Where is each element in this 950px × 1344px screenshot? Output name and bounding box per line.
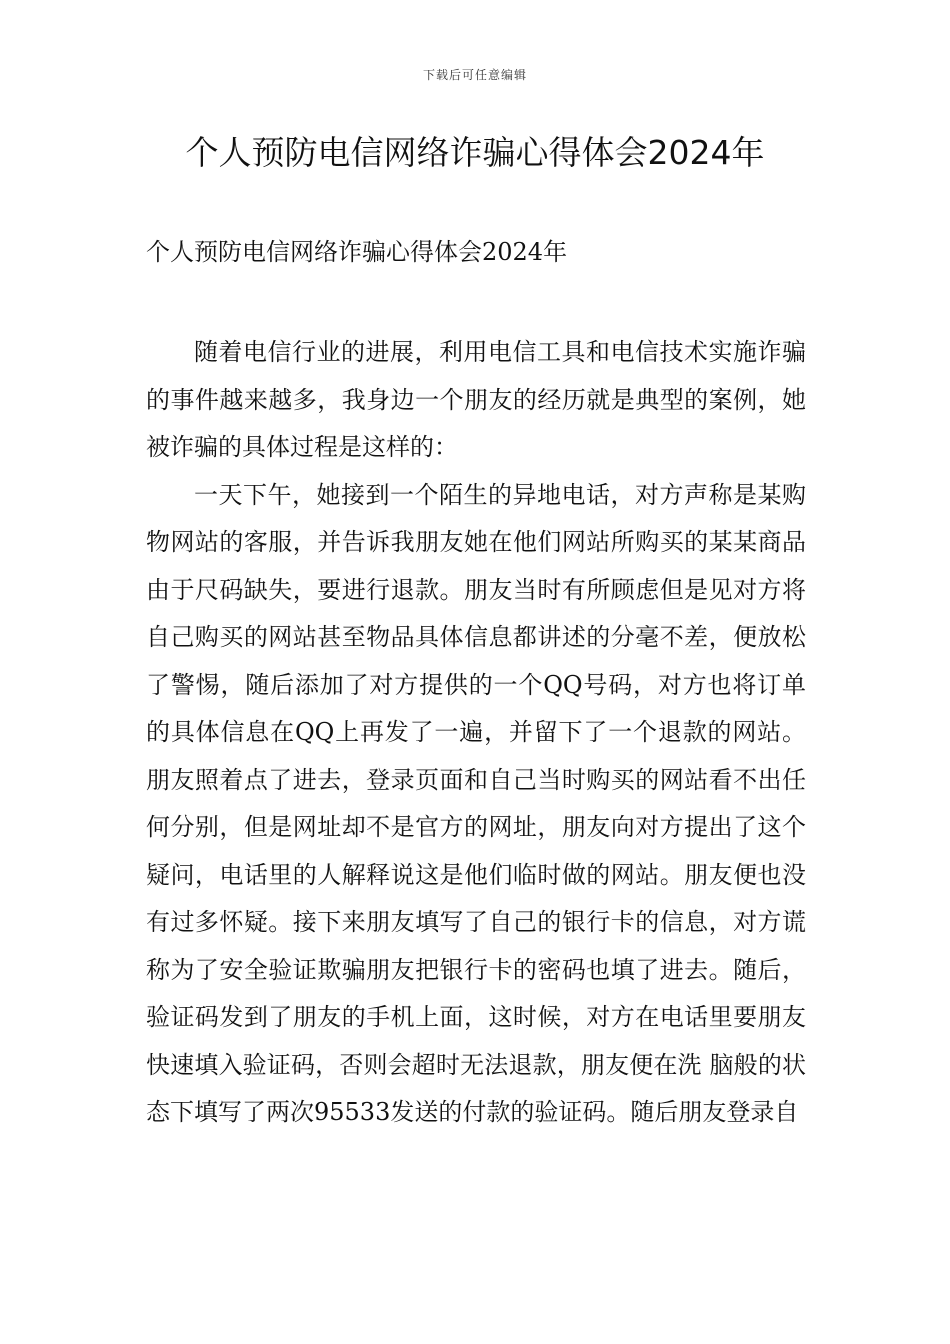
document-body bbox=[146, 329, 806, 1137]
paragraph-1: 随着电信行业的进展，利用电信工具和电信技术实施诈骗的事件越来越多，我身边一个朋友的经历就是典型的案例，她被诈骗的具体过程是这样的： bbox=[146, 338, 806, 461]
document-title: 个人预防电信网络诈骗心得体会2024年 bbox=[185, 133, 765, 172]
header-note: 下载后可任意编辑 bbox=[422, 68, 527, 82]
paragraph-2: 一天下午，她接到一个陌生的异地电话，对方声称是某购物网站的客服，并告诉我朋友她在他们网站所购买的某某商品由于尺码缺失，要进行退款。朋友当时有所顾虑但是见对方将自己购买的网站甚至物品具体信息都讲述的分毫不差，便放松了警惕，随后添加了对方提供的一个QQ号码，对方也将订单的具体信息在QQ上再发了一遍，并留下了一个退款的网站。朋友照着点了进去，登录页面和自己当时购买的网站看不出任何分别，但是网址却不是官方的网址，朋友向对方提出了这个疑问，电话里的人解释说这是他们临时做的网站。朋友便也没有过多怀疑。接下来朋友填写了自己的银行卡的信息，对方谎称为了安全验证欺骗朋友把银行卡的密码也填了进去。随后，验证码发到了朋友的手机上面，这时候，对方在电话里要朋友快速填入验证码，否则会超时无法退款，朋友便在洗 脑般的状态下填写了两次95533发送的付款的验证码。随后朋友登录自 bbox=[146, 480, 806, 1126]
document-subtitle: 个人预防电信网络诈骗心得体会2024年 bbox=[146, 238, 568, 266]
